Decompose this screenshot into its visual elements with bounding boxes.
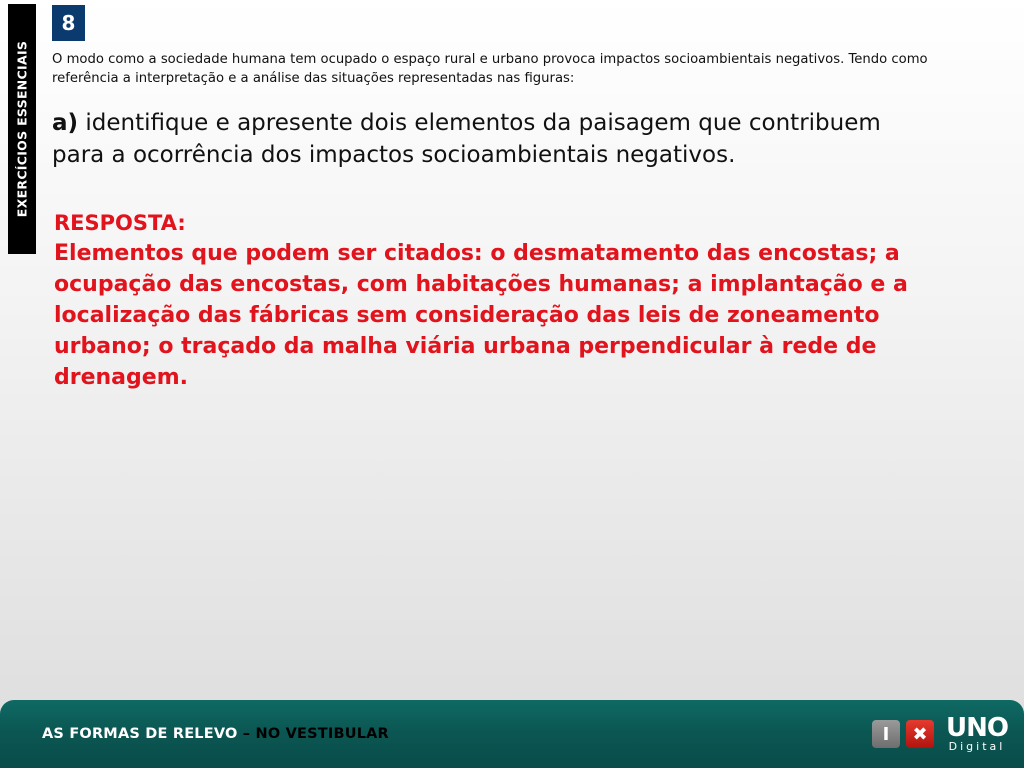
question-text: identifique e apresente dois elementos da paisagem que contribuem para a ocorrência dos impactos socioambientais negativos. bbox=[52, 110, 881, 168]
answer-label: RESPOSTA: bbox=[54, 211, 186, 235]
answer-block bbox=[54, 208, 974, 393]
brand-box-x-icon: ✖ bbox=[906, 720, 934, 748]
footer-bar bbox=[0, 700, 1024, 768]
section-side-tab bbox=[8, 4, 36, 254]
brand-sub: Digital bbox=[948, 740, 1006, 753]
answer-text: Elementos que podem ser citados: o desmatamento das encostas; a ocupação das encostas, com habitações humanas; a implantação e a localização das fábricas sem consideração das leis de zoneamento urbano; o traçado da malha viária urbana perpendicular à rede de drenagem. bbox=[54, 241, 908, 390]
brand-logo bbox=[872, 712, 1008, 756]
question-letter: a) bbox=[52, 110, 79, 136]
brand-name: UNO bbox=[946, 713, 1008, 743]
section-side-tab-label: EXERCÍCIOS ESSENCIAIS bbox=[14, 40, 30, 218]
question-number-badge: 8 bbox=[52, 5, 85, 41]
footer-title-sub: – NO VESTIBULAR bbox=[237, 726, 389, 742]
question-item bbox=[52, 107, 912, 171]
brand-box-i-icon: I bbox=[872, 720, 900, 748]
brand-uno-logo bbox=[946, 715, 1008, 753]
footer-title-main: AS FORMAS DE RELEVO bbox=[42, 726, 238, 742]
intro-text: O modo como a sociedade humana tem ocupado o espaço rural e urbano provoca impactos socioambientais negativos. Tendo como referência a interpretação e a análise das situações representadas nas figuras: bbox=[52, 52, 928, 86]
footer-title bbox=[42, 726, 389, 742]
